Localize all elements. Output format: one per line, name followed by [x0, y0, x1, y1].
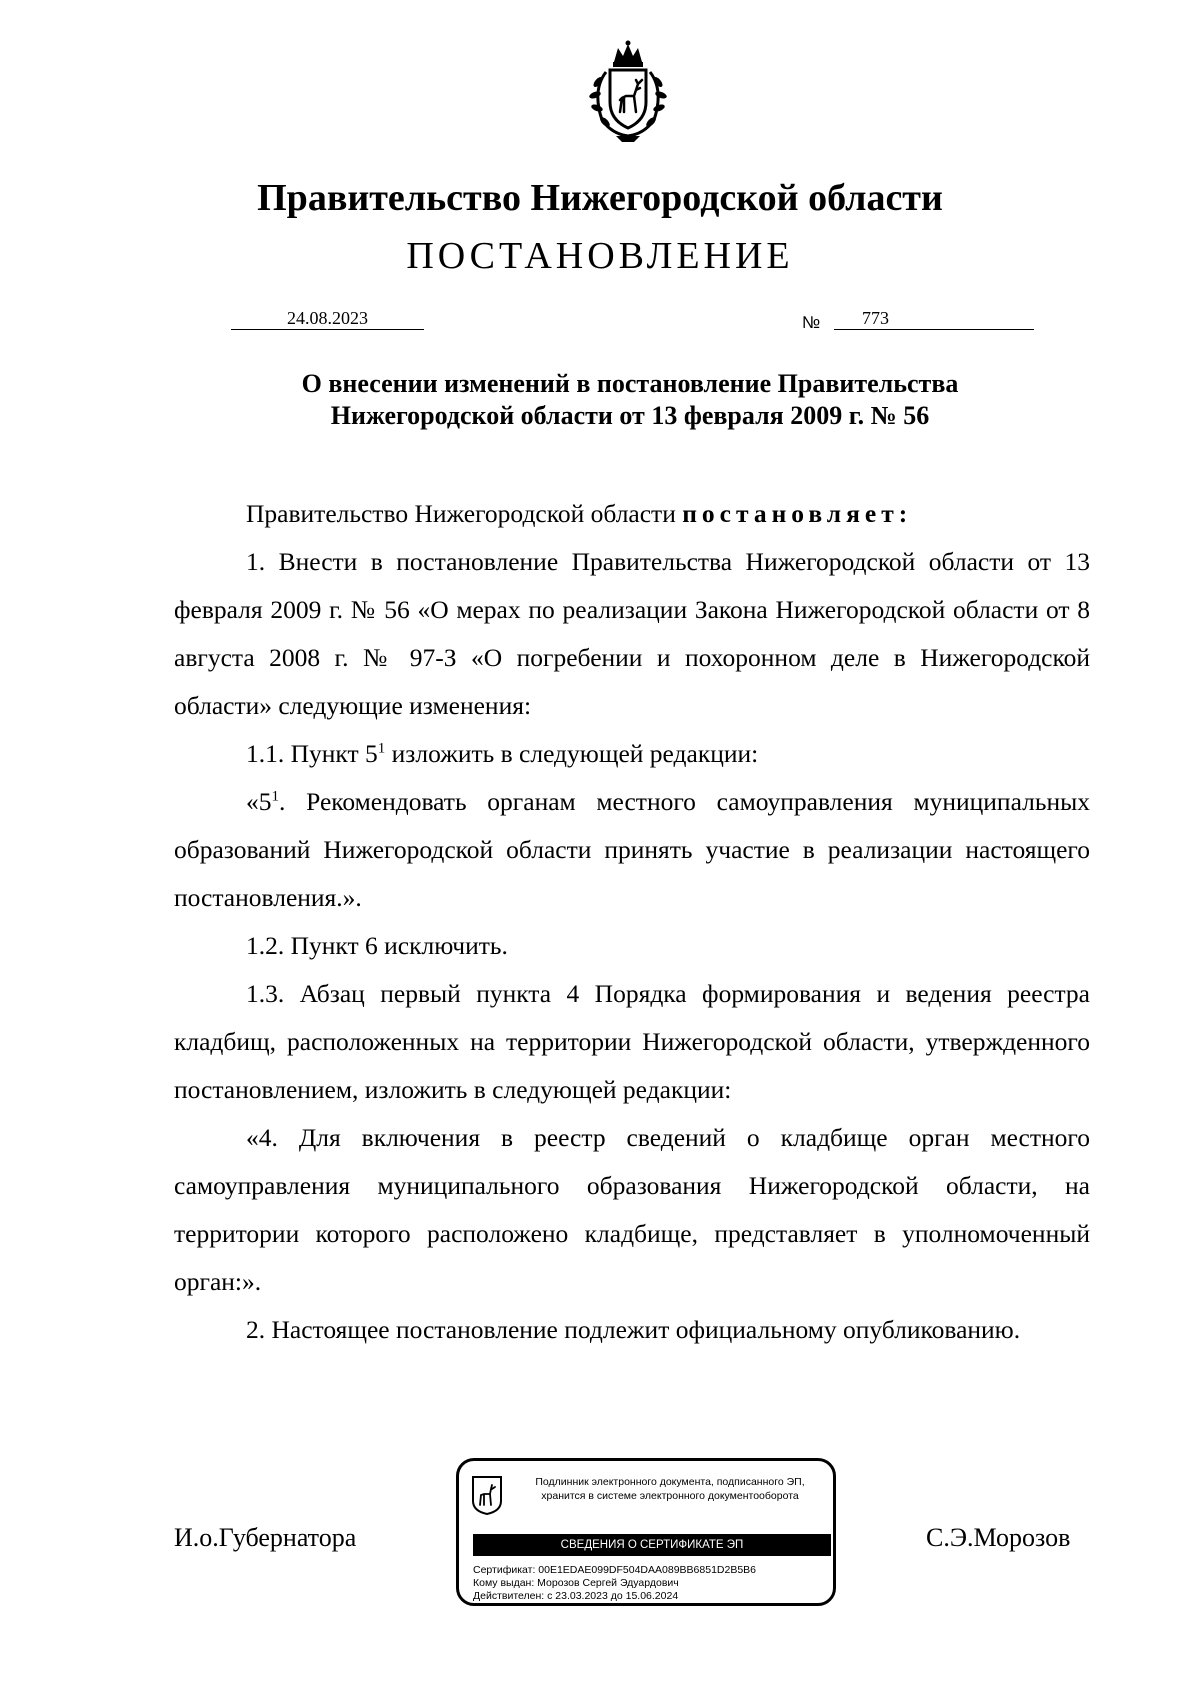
subject-line-2: Нижегородской области от 13 февраля 2009 г. № 56: [330, 401, 930, 430]
preamble-text: Правительство Нижегородской области: [246, 499, 683, 528]
preamble-resolves: постановляет:: [682, 499, 913, 528]
body-paragraph-1-3: 1.3. Абзац первый пункта 4 Порядка формирования и ведения реестра кладбищ, расположенных на территории Нижегородской области, утвержденного постановлением, изложить в следующей редакции:: [174, 979, 1090, 1104]
body-paragraph-quote-4: «4. Для включения в реестр сведений о кладбище орган местного самоуправления муниципального образования Нижегородской области, на территории которого расположено кладбище, представляет в уполномоченный орган:».: [174, 1123, 1090, 1296]
signatory-name: С.Э.Морозов: [926, 1523, 1071, 1552]
signatory-position: И.о.Губернатора: [174, 1523, 357, 1552]
p1-1-start: 1.1. Пункт 5: [246, 739, 378, 768]
number-label: №: [802, 313, 821, 332]
document-type: ПОСТАНОВЛЕНИЕ: [406, 235, 794, 277]
stamp-certificate-info: [473, 1564, 756, 1603]
deer-emblem-icon: [471, 1475, 503, 1515]
stamp-certificate-bar: СВЕДЕНИЯ О СЕРТИФИКАТЕ ЭП: [473, 1534, 831, 1556]
document-date: 24.08.2023: [231, 307, 424, 330]
p1-1-end: изложить в следующей редакции:: [385, 739, 759, 768]
stamp-header-line-1: Подлинник электронного документа, подписанного ЭП,: [535, 1476, 805, 1488]
stamp-valid-period: Действителен: с 23.03.2023 до 15.06.2024: [473, 1590, 679, 1602]
body-paragraph-2: 2. Настоящее постановление подлежит официальному опубликованию.: [246, 1315, 1021, 1344]
body-paragraph-1-1: [174, 730, 1090, 778]
stamp-header-line-2: хранится в системе электронного документооборота: [541, 1490, 799, 1502]
document-subject: [200, 368, 1060, 432]
body-paragraph-1-2: 1.2. Пункт 6 исключить.: [246, 931, 508, 960]
nizhny-novgorod-coat-of-arms-icon: [576, 40, 680, 144]
quote-5-1-superscript: 1: [271, 788, 279, 805]
stamp-header: [511, 1475, 829, 1503]
electronic-signature-stamp: [456, 1458, 836, 1606]
body-paragraph-1: 1. Внести в постановление Правительства Нижегородской области от 13 февраля 2009 г. № 56 «О мерах по реализации Закона Нижегородской области от 8 августа 2008 г. № 97-З «О погребении и похоронном деле в Нижегородской области» следующие изменения:: [174, 547, 1090, 720]
p1-1-superscript: 1: [377, 740, 386, 757]
document-number: [834, 307, 1034, 330]
stamp-issued-to: Кому выдан: Морозов Сергей Эдуардович: [473, 1577, 679, 1589]
subject-line-1: О внесении изменений в постановление Правительства: [301, 369, 959, 398]
body-paragraph-quote-5-1: [174, 778, 1090, 922]
government-title: Правительство Нижегородской области: [257, 177, 943, 219]
document-body: [174, 490, 1090, 1354]
body-paragraph-preamble: [174, 490, 1090, 538]
quote-5-1-end: . Рекомендовать органам местного самоуправления муниципальных образований Нижегородской области принять участие в реализации настоящего постановления.».: [174, 787, 1090, 912]
quote-5-1-start: «5: [246, 787, 272, 816]
stamp-certificate-id: Сертификат: 00E1EDAE099DF504DAA089BB6851D2B5B6: [473, 1564, 757, 1576]
document-number-value: 773: [862, 308, 889, 328]
